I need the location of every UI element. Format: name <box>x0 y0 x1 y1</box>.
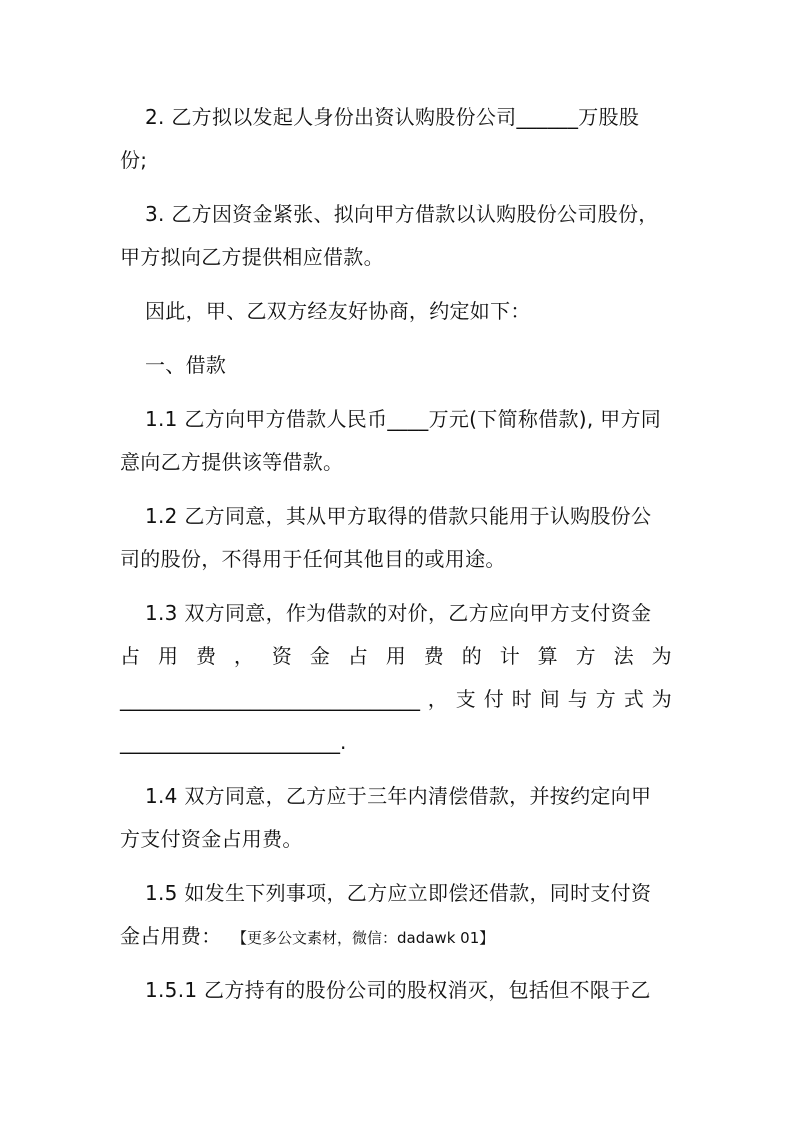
clause-1-3-char: 方 <box>575 644 596 668</box>
clause-1-3-line-2 <box>120 642 672 670</box>
clause-1-3-char: 时 <box>511 687 532 711</box>
clause-1-5-line-1: 1.5 如发生下列事项，乙方应立即偿还借款，同时支付资 <box>145 881 652 905</box>
clause-1-3-char: 与 <box>567 687 588 711</box>
clause-1-3-char: 式 <box>623 687 644 711</box>
clause-1-5-line-2 <box>120 922 672 952</box>
clause-1-3-line-3 <box>120 685 672 713</box>
clause-1-3-char: 间 <box>539 687 560 711</box>
clause-1-1-line-2: 意向乙方提供该等借款。 <box>120 450 344 474</box>
clause-1-3-char: 计 <box>499 644 520 668</box>
paragraph-3-line-2: 甲方拟向乙方提供相应借款。 <box>120 245 384 269</box>
clause-1-3-char: ， <box>233 644 255 668</box>
clause-1-3-char: 支 <box>455 687 476 711</box>
section-heading-loan: 一、借款 <box>145 353 227 377</box>
clause-1-3-char: 为 <box>651 687 672 711</box>
clause-1-3-char: 占 <box>120 644 141 668</box>
clause-1-3-char: ， <box>427 687 448 711</box>
clause-1-3-char: 算 <box>537 644 558 668</box>
clause-1-3-line-1: 1.3 双方同意，作为借款的对价，乙方应向甲方支付资金 <box>145 601 652 625</box>
clause-1-3-char: 金 <box>309 644 331 668</box>
clause-1-2-line-2: 司的股份，不得用于任何其他目的或用途。 <box>120 547 506 571</box>
clause-1-3-char: 用 <box>385 644 407 668</box>
paragraph-2-line-1: 2. 乙方拟以发起人身份出资认购股份公司______万股股 <box>145 105 640 129</box>
clause-1-3-char: 为 <box>651 644 672 668</box>
clause-1-3-char: 用 <box>157 644 179 668</box>
clause-1-3-char: 占 <box>347 644 369 668</box>
clause-1-3-char: 费 <box>423 644 445 668</box>
promo-note: 【更多公文素材，微信：dadawk 01】 <box>239 929 495 947</box>
clause-1-3-line-4: ______________________. <box>120 730 347 754</box>
paragraph-3-line-1: 3. 乙方因资金紧张、拟向甲方借款以认购股份公司股份， <box>145 202 659 226</box>
clause-1-3-char: 的 <box>461 644 483 668</box>
paragraph-2-line-2: 份; <box>120 148 148 172</box>
clause-1-2-line-1: 1.2 乙方同意，其从甲方取得的借款只能用于认购股份公 <box>145 504 652 528</box>
clause-1-5-text: 金占用费： <box>120 924 222 948</box>
clause-1-3-char: 法 <box>613 644 634 668</box>
clause-1-5-1-line-1: 1.5.1 乙方持有的股份公司的股权消灭，包括但不限于乙 <box>145 978 651 1002</box>
clause-1-3-char: 资 <box>271 644 293 668</box>
clause-1-3-char: 付 <box>483 687 504 711</box>
fee-method-blank: ______________________________ <box>120 687 420 711</box>
intro-line: 因此，甲、乙双方经友好协商，约定如下： <box>145 299 531 323</box>
clause-1-1-line-1: 1.1 乙方向甲方借款人民币____万元(下简称借款), 甲方同 <box>145 407 662 431</box>
clause-1-4-line-1: 1.4 双方同意，乙方应于三年内清偿借款，并按约定向甲 <box>145 784 652 808</box>
clause-1-3-char: 方 <box>595 687 616 711</box>
clause-1-3-char: 费 <box>195 644 217 668</box>
clause-1-4-line-2: 方支付资金占用费。 <box>120 827 303 851</box>
